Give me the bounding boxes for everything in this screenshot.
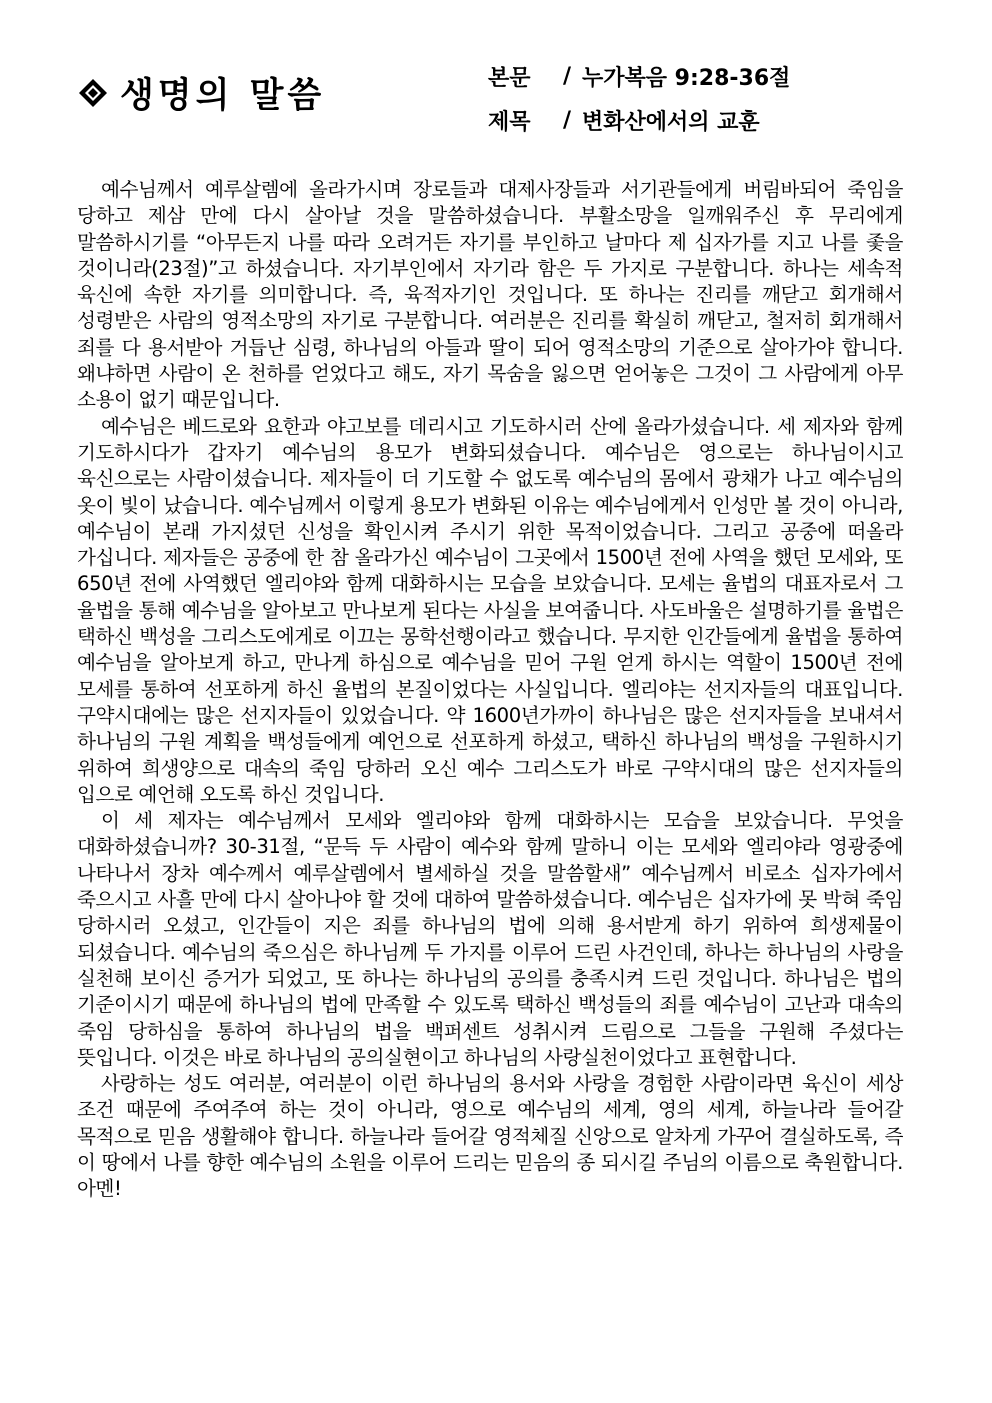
scripture-label: 본문: [488, 65, 531, 91]
title-block: [78, 68, 325, 118]
scripture-reference: 누가복음 9:28-36절: [582, 65, 791, 91]
sermon-body: [77, 177, 903, 1203]
subject-row: [488, 98, 790, 142]
paragraph: 예수님께서 예루살렘에 올라가시며 장로들과 대제사장들과 서기관들에게 버림바되어 죽임을 당하고 제삼 만에 다시 살아날 것을 말씀하셨습니다. 부활소망을 일깨워주신 후 무리에게 말씀하시기를 “아무든지 나를 따라 오려거든 자기를 부인하고 날마다 제 십자가를 지고 나를 좇을 것이니라(23절)”고 하셨습니다. 자기부인에서 자기라 함은 두 가지로 구분합니다. 하나는 세속적 육신에 속한 자기를 의미합니다. 즉, 육적자기인 것입니다. 또 하나는 진리를 깨닫고 회개해서 성령받은 사람의 영적소망의 자기로 구분합니다. 여러분은 진리를 확실히 깨닫고, 철저히 회개해서 죄를 다 용서받아 거듭난 심령, 하나님의 아들과 딸이 되어 영적소망의 기준으로 살아가야 합니다. 왜냐하면 사람이 온 천하를 얻었다고 해도, 자기 목숨을 잃으면 얻어놓은 그것이 그 사람에게 아무 소용이 없기 때문입니다.: [77, 178, 903, 412]
sermon-subject: 변화산에서의 교훈: [582, 109, 760, 135]
page-title: 생명의 말씀: [120, 75, 326, 116]
sermon-header: [0, 0, 992, 160]
subject-label: 제목: [488, 109, 531, 135]
scripture-separator: /: [562, 63, 572, 89]
paragraph: 예수님은 베드로와 요한과 야고보를 데리시고 기도하시러 산에 올라가셨습니다. 세 제자와 함께 기도하시다가 갑자기 예수님의 용모가 변화되셨습니다. 예수님은 영으로는 하나님이시고 육신으로는 사람이셨습니다. 제자들이 더 기도할 수 없도록 예수님의 몸에서 광채가 나고 예수님의 옷이 빛이 났습니다. 예수님께서 이렇게 용모가 변화된 이유는 예수님에게서 인성만 볼 것이 아니라, 예수님이 본래 가지셨던 신성을 확인시켜 주시기 위한 목적이었습니다. 그리고 공중에 떠올라 가십니다. 제자들은 공중에 한 참 올라가신 예수님이 그곳에서 1500년 전에 사역을 했던 모세와, 또 650년 전에 사역했던 엘리야와 함께 대화하시는 모습을 보았습니다. 모세는 율법의 대표자로서 그 율법을 통해 예수님을 알아보고 만나보게 된다는 사실을 보여줍니다. 사도바울은 설명하기를 율법은 택하신 백성을 그리스도에게로 이끄는 몽학선행이라고 했습니다. 무지한 인간들에게 율법을 통하여 예수님을 알아보게 하고, 만나게 하심으로 예수님을 믿어 구원 얻게 하시는 역할이 1500년 전에 모세를 통하여 선포하게 하신 율법의 본질이었다는 사실입니다. 엘리야는 선지자들의 대표입니다. 구약시대에는 많은 선지자들이 있었습니다. 약 1600년가까이 하나님은 많은 선지자들을 보내셔서 하나님의 구원 계획을 백성들에게 예언으로 선포하게 하셨고, 택하신 하나님의 백성을 구원하시기 위하여 희생양으로 대속의 죽임 당하러 오신 예수 그리스도가 바로 구약시대의 많은 선지자들의 입으로 예언해 오도록 하신 것입니다.: [77, 414, 903, 806]
paragraph: 이 세 제자는 예수님께서 모세와 엘리야와 함께 대화하시는 모습을 보았습니다. 무엇을 대화하셨습니까? 30-31절, “문득 두 사람이 예수와 함께 말하니 이는 모세와 엘리야라 영광중에 나타나서 장차 예수께서 예루살렘에서 별세하실 것을 말씀할새” 예수님께서 비로소 십자가에서 죽으시고 사흘 만에 다시 살아나야 할 것에 대하여 말씀하셨습니다. 예수님은 십자가에 못 박혀 죽임 당하시러 오셨고, 인간들이 지은 죄를 하나님의 법에 의해 용서받게 하기 위하여 희생제물이 되셨습니다. 예수님의 죽으심은 하나님께 두 가지를 이루어 드린 사건인데, 하나는 하나님의 사랑을 실천해 보이신 증거가 되었고, 또 하나는 하나님의 공의를 충족시켜 드린 것입니다. 하나님은 법의 기준이시기 때문에 하나님의 법에 만족할 수 있도록 택하신 백성들의 죄를 예수님이 고난과 대속의 죽임 당하심을 통하여 하나님의 법을 백퍼센트 성취시켜 드림으로 그들을 구원해 주셨다는 뜻입니다. 이것은 바로 하나님의 공의실현이고 하나님의 사랑실천이었다고 표현합니다.: [77, 809, 903, 1069]
diamond-icon: [78, 78, 108, 108]
paragraph: 사랑하는 성도 여러분, 여러분이 이런 하나님의 용서와 사랑을 경험한 사람이라면 육신이 세상 조건 때문에 주여주여 하는 것이 아니라, 영으로 예수님의 세계, 영의 세계, 하늘나라 들어갈 목적으로 믿음 생활해야 합니다. 하늘나라 들어갈 영적체질 신앙으로 알차게 가꾸어 결실하도록, 즉 이 땅에서 나를 향한 예수님의 소원을 이루어 드리는 믿음의 종 되시길 주님의 이름으로 축원합니다. 아멘!: [77, 1072, 903, 1201]
scripture-row: [488, 54, 790, 98]
sermon-meta: [488, 54, 790, 142]
subject-separator: /: [562, 107, 572, 133]
